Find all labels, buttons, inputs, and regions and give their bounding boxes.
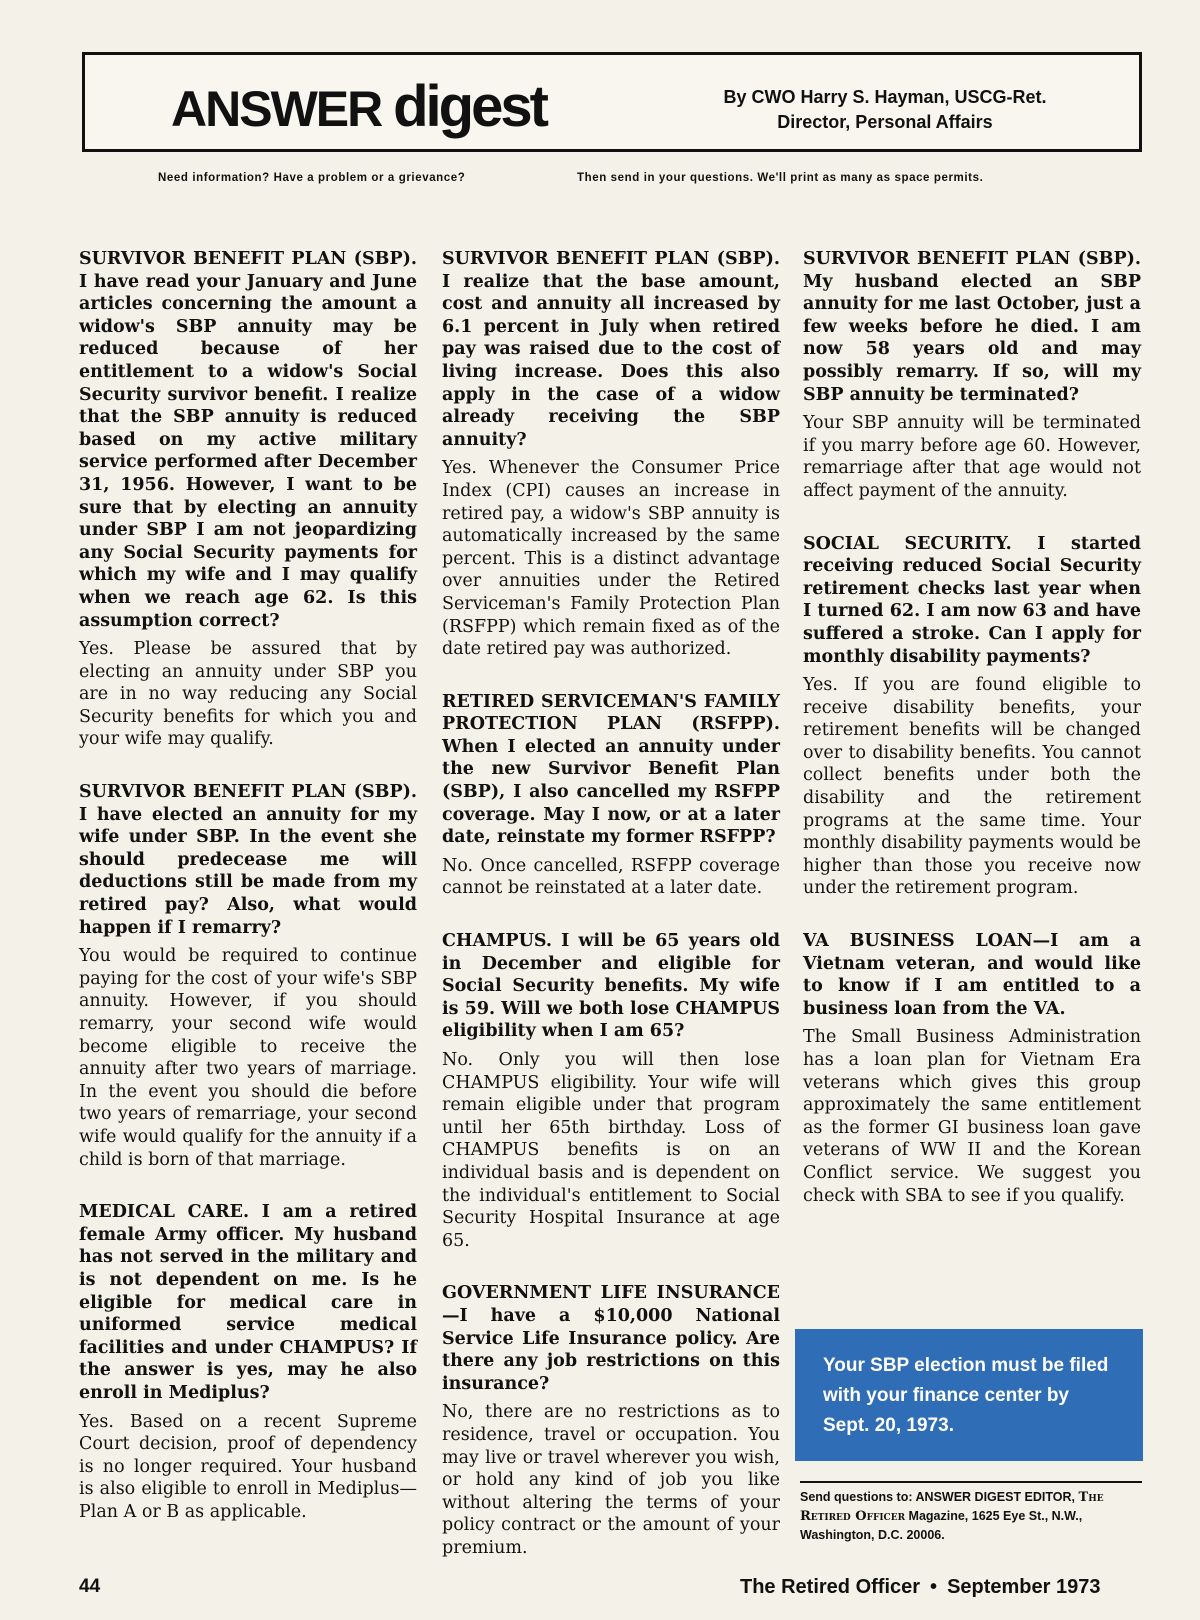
answer-digest-logo xyxy=(171,73,546,140)
answer: Yes. If you are found eligible to receive disability benefits, your retirement benefits will be changed over to disability benefits. You cannot collect benefits under both the disability and the retirement programs at the same time. Your monthly disability payments would be higher than those you receive now under the retirement program. xyxy=(803,675,1141,899)
question: MEDICAL CARE. I am a retired female Army officer. My husband has not served in the military and is not dependent on me. Is he eligible for medical care in uniformed service medical facilities and under CHAMPUS? If the answer is yes, may he also enroll in Mediplus? xyxy=(79,1202,417,1403)
divider xyxy=(800,1481,1142,1483)
answer: The Small Business Administration has a loan plan for Vietnam Era veterans which gives this group approximately the same entitlement as the former GI business loan gave veterans of WW II and the Korean Conflict service. We suggest you check with SBA to see if you qualify. xyxy=(803,1027,1141,1206)
footer-title: The Retired Officer xyxy=(740,1576,921,1598)
send-address: Magazine, 1625 Eye St., N.W., Washington, D.C. 20006. xyxy=(800,1509,1083,1542)
byline xyxy=(685,85,1085,135)
byline-author: By CWO Harry S. Hayman, USCG-Ret. xyxy=(723,87,1047,107)
byline-title: Director, Personal Affairs xyxy=(777,112,993,132)
answer: No. Only you will then lose CHAMPUS eligibility. Your wife will remain eligible under that program until her 65th birthday. Loss of CHAMPUS benefits is on an individual basis and is dependent on the individual's entitlement to Social Security Hospital Insurance at age 65. xyxy=(442,1050,780,1251)
answer: No, there are no restrictions as to residence, travel or occupation. You may live or travel wherever you wish, or hold any kind of job you like without altering the terms of your policy contract or the amount of your premium. xyxy=(442,1402,780,1558)
column-1 xyxy=(79,248,417,1553)
qa-block xyxy=(803,930,1141,1207)
logo-digest: digest xyxy=(393,74,546,139)
answer: Your SBP annuity will be terminated if you marry before age 60. However, remarriage after that age would not affect payment of the annuity. xyxy=(803,413,1141,501)
question: SURVIVOR BENEFIT PLAN (SBP). I have elected an annuity for my wife under SBP. In the event she should predecease me will deductions still be made from my retired pay? Also, what would happen if I remarry? xyxy=(79,782,417,938)
column-3 xyxy=(803,248,1141,1237)
question: SURVIVOR BENEFIT PLAN (SBP). I have read your January and June articles concerning the amount a widow's SBP annuity may be reduced because of her entitlement to a widow's Social Security survivor benefit. I realize that the SBP annuity is reduced based on my active military service performed after December 31, 1956. However, I want to be sure that by electing an annuity under SBP I am not jeopardizing any Social Security payments for which my wife and I may qualify when we reach age 62. Is this assumption correct? xyxy=(79,249,417,631)
send-prefix: Send questions to: xyxy=(800,1490,916,1504)
send-magazine: The Retired Officer xyxy=(800,1490,1104,1524)
question: CHAMPUS. I will be 65 years old in December and eligible for Social Security benefits. My wife is 59. Will we both lose CHAMPUS eligibility when I am 65? xyxy=(442,931,780,1042)
answer: Yes. Please be assured that by electing an annuity under SBP you are in no way reducing any Social Security benefits for which you and your wife may qualify. xyxy=(79,639,417,750)
question: GOVERNMENT LIFE INSURANCE —I have a $10,000 National Service Life Insurance policy. Are there any job restrictions on this insurance? xyxy=(442,1283,780,1394)
question: VA BUSINESS LOAN—I am a Vietnam veteran, and would like to know if I am entitled to a business loan from the VA. xyxy=(803,931,1141,1019)
qa-block xyxy=(442,248,780,661)
answer: Yes. Based on a recent Supreme Court decision, proof of dependency is no longer required. Your husband is also eligible to enroll in Mediplus—Plan A or B as applicable. xyxy=(79,1411,417,1522)
qa-block xyxy=(803,533,1141,901)
send-questions-note xyxy=(800,1488,1146,1545)
footer-separator: • xyxy=(930,1576,938,1598)
tagline-left: Need information? Have a problem or a grievance? xyxy=(158,172,466,184)
qa-block xyxy=(79,781,417,1171)
question: RETIRED SERVICEMAN'S FAMILY PROTECTION PLAN (RSFPP). When I elected an annuity under the new Survivor Benefit Plan (SBP), I also cancelled my RSFPP coverage. May I now, or at a later date, reinstate my former RSFPP? xyxy=(442,691,780,848)
footer-publication xyxy=(740,1576,1100,1599)
qa-block xyxy=(79,248,417,751)
question: SURVIVOR BENEFIT PLAN (SBP). My husband elected an SBP annuity for me last October, just a few weeks before he died. I am now 58 years old and may possibly remarry. If so, will my SBP annuity be terminated? xyxy=(803,249,1141,405)
page-number: 44 xyxy=(79,1576,101,1597)
qa-block xyxy=(79,1201,417,1523)
qa-block xyxy=(442,1282,780,1559)
header-box xyxy=(82,52,1142,152)
answer: Yes. Whenever the Consumer Price Index (CPI) causes an increase in retired pay, a widow's SBP annuity is automatically increased by the same percent. This is a distinct advantage over annuities under the Retired Serviceman's Family Protection Plan (RSFPP) which remain fixed as of the date retired pay was authorized. xyxy=(442,458,780,660)
send-editor: ANSWER DIGEST EDITOR, xyxy=(915,1490,1076,1504)
footer-date: September 1973 xyxy=(947,1576,1101,1598)
qa-block xyxy=(442,930,780,1252)
question: SOCIAL SECURITY. I started receiving reduced Social Security retirement checks last year when I turned 62. I am now 63 and have suffered a stroke. Can I apply for monthly disability payments? xyxy=(803,533,1141,667)
question: SURVIVOR BENEFIT PLAN (SBP). I realize that the base amount, cost and annuity all increased by 6.1 percent in July when retired pay was raised due to the cost of living increase. Does this also apply in the case of a widow already receiving the SBP annuity? xyxy=(442,249,780,450)
sbp-deadline-callout: Your SBP election must be filed with your finance center by Sept. 20, 1973. xyxy=(795,1329,1143,1461)
column-2 xyxy=(442,248,780,1589)
answer: You would be required to continue paying for the cost of your wife's SBP annuity. However, if you should remarry, your second wife would become eligible to receive the annuity after two years of marriage. In the event you should die before two years of remarriage, your second wife would qualify for the annuity if a child is born of that marriage. xyxy=(79,946,417,1170)
qa-block xyxy=(442,691,780,900)
answer: No. Once cancelled, RSFPP coverage cannot be reinstated at a later date. xyxy=(442,855,780,899)
logo-answer: ANSWER xyxy=(171,81,394,137)
qa-block xyxy=(803,248,1141,503)
tagline-right: Then send in your questions. We'll print as many as space permits. xyxy=(577,172,984,184)
